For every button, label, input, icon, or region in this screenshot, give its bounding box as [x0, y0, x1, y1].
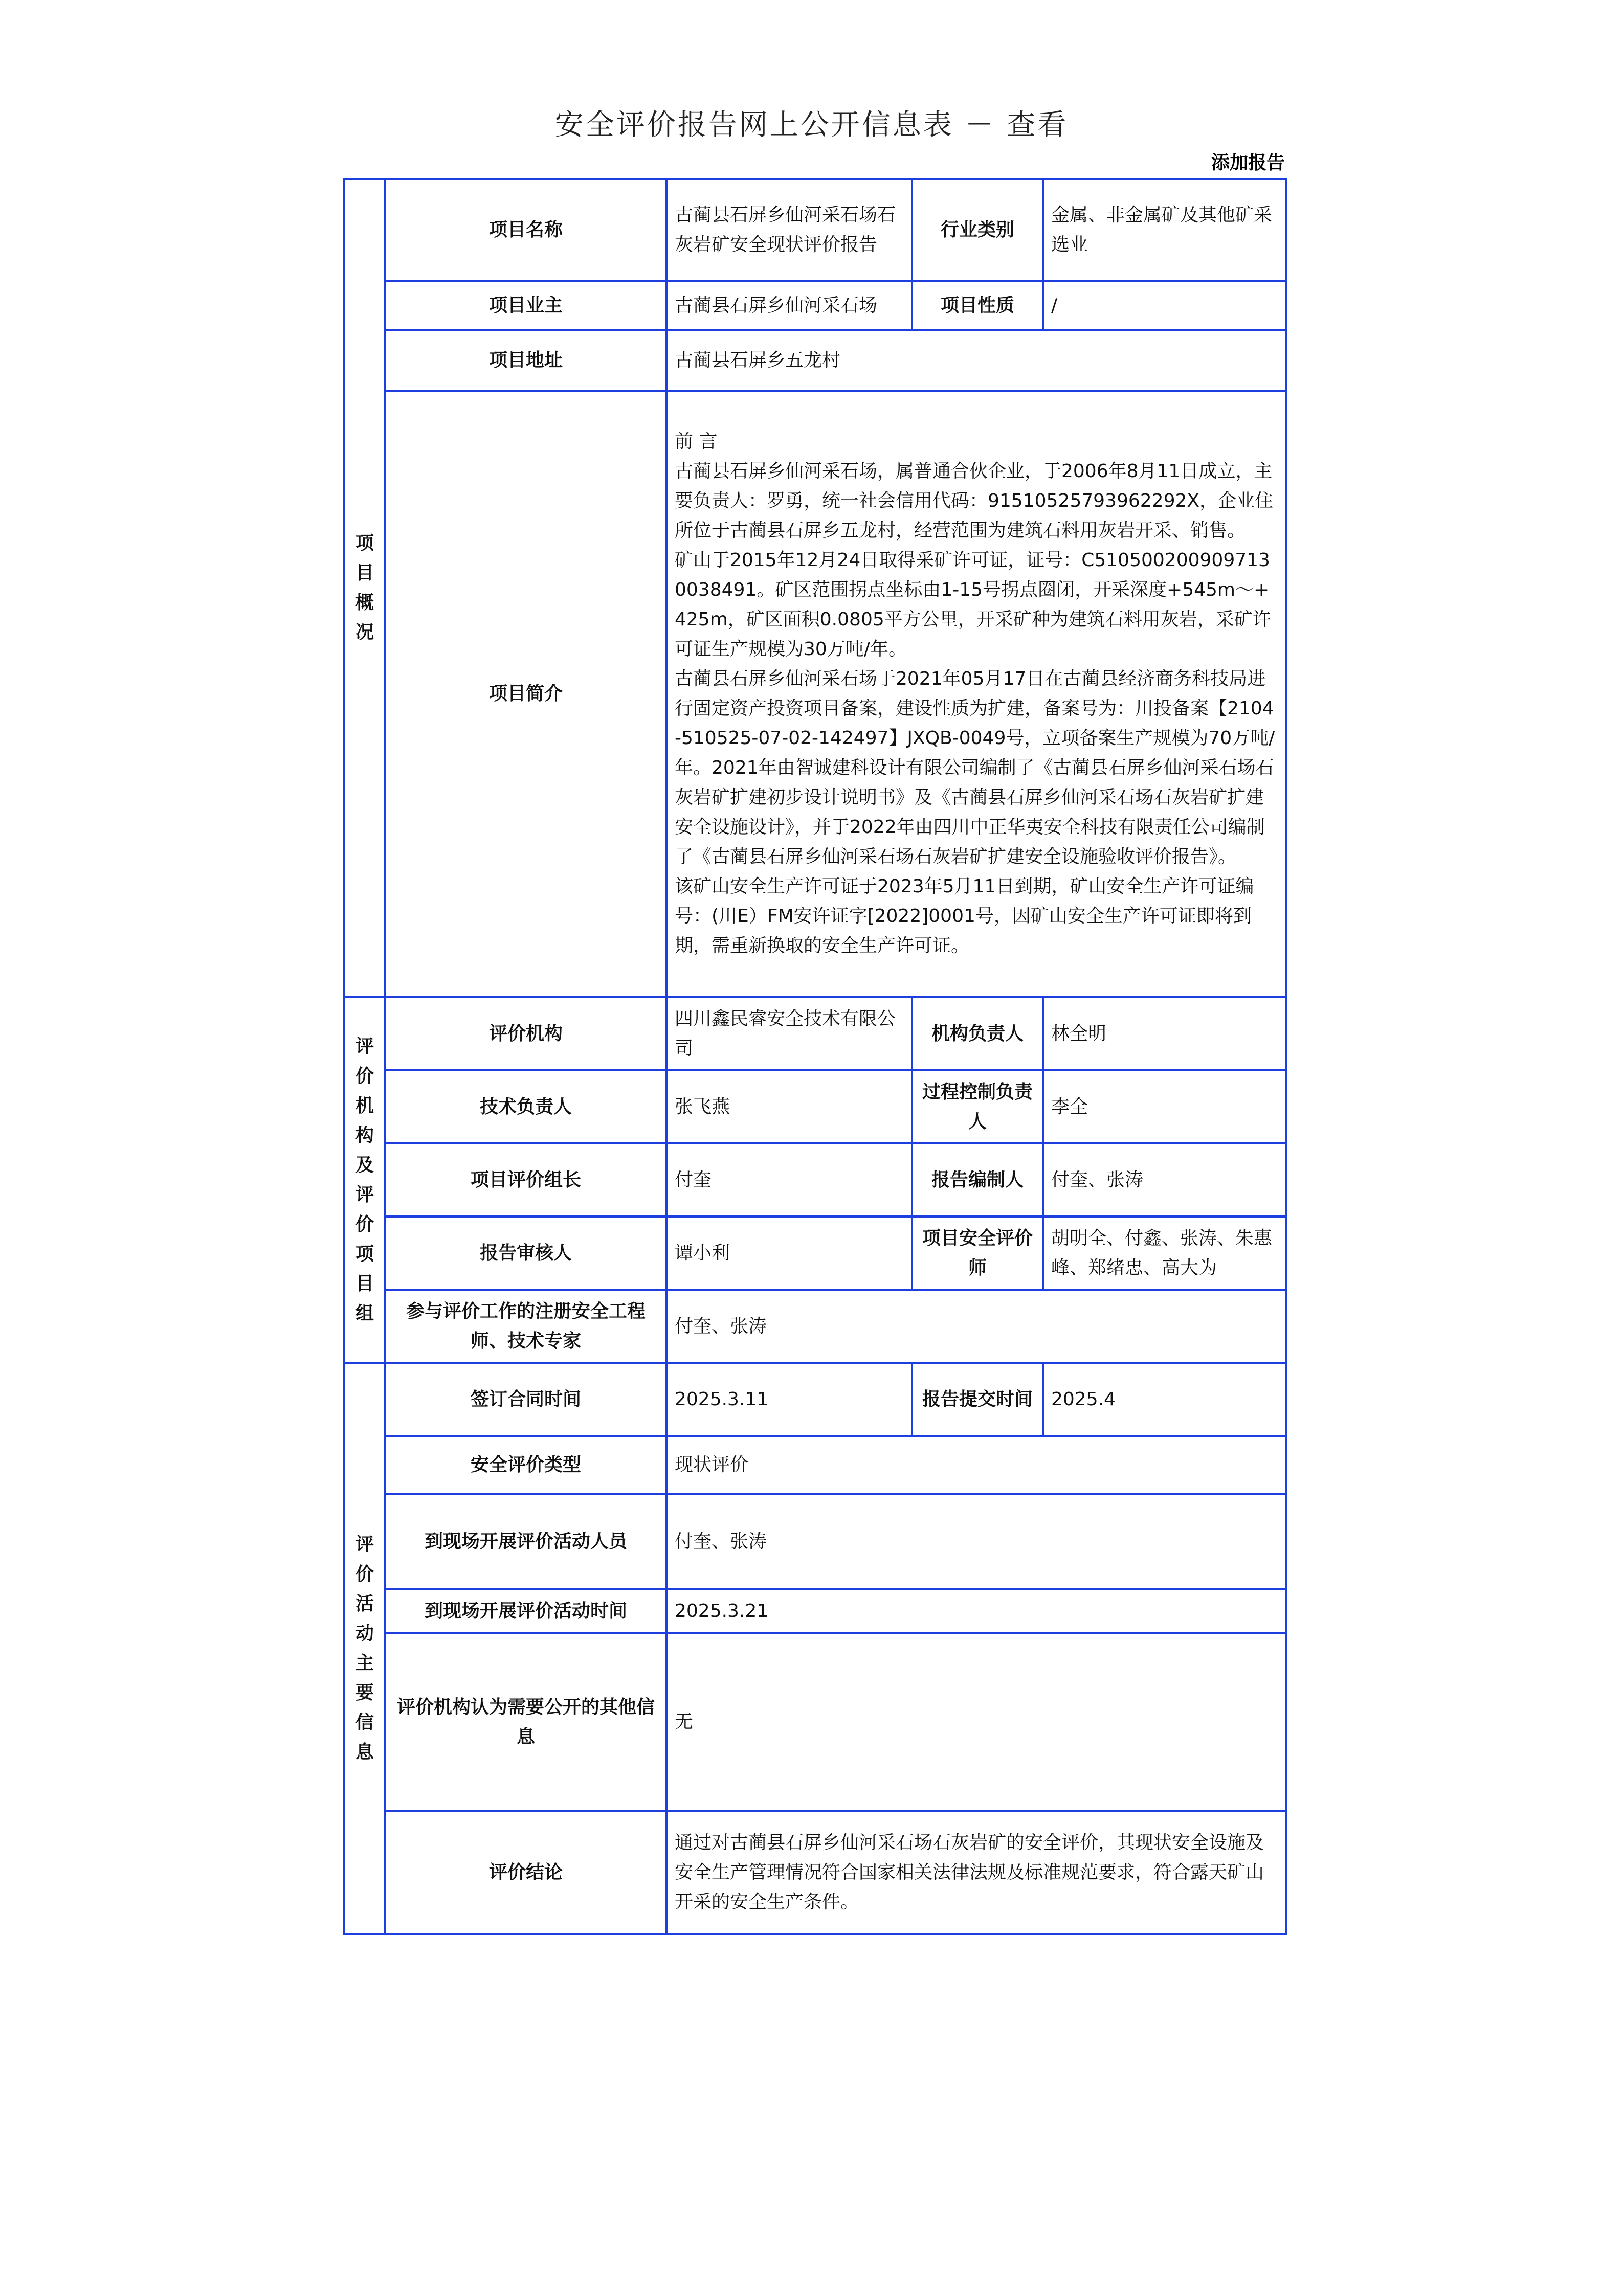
site-staff-value: 付奎、张涛: [666, 1494, 1286, 1589]
site-time-value: 2025.3.21: [666, 1589, 1286, 1633]
agency-value: 四川鑫民睿安全技术有限公司: [666, 997, 912, 1070]
conclusion-label: 评价结论: [385, 1811, 666, 1934]
report-reviewer-label: 报告审核人: [385, 1217, 666, 1290]
submit-date-label: 报告提交时间: [912, 1363, 1043, 1436]
team-leader-value: 付奎: [666, 1143, 912, 1217]
section-evaluation-org: 评 价 机 构 及 评 价 项 目 组: [344, 997, 385, 1363]
report-reviewer-value: 谭小利: [666, 1217, 912, 1290]
other-info-value: 无: [666, 1633, 1286, 1811]
report-writer-label: 报告编制人: [912, 1143, 1043, 1217]
project-address-label: 项目地址: [385, 330, 666, 391]
agency-head-value: 林全明: [1043, 997, 1286, 1070]
team-leader-label: 项目评价组长: [385, 1143, 666, 1217]
project-name-value: 古蔺县石屏乡仙河采石场石灰岩矿安全现状评价报告: [666, 179, 912, 281]
intro-paragraph: 古蔺县石屏乡仙河采石场于2021年05月17日在古蔺县经济商务科技局进行固定资产投资项目备案，建设性质为扩建，备案号为：川投备案【2104-510525-07-02-142497】JXQB-0049号，立项备案生产规模为70万吨/年。2021年由智诚建科设计有限公司编制了《古蔺县石屏乡仙河采石场石灰岩矿扩建初步设计说明书》及《古蔺县石屏乡仙河采石场石灰岩矿扩建安全设施设计》，并于2022年由四川中正华夷安全科技有限责任公司编制了《古蔺县石屏乡仙河采石场石灰岩矿扩建安全设施验收评价报告》。: [675, 668, 1275, 867]
process-lead-label: 过程控制负责人: [912, 1070, 1043, 1143]
intro-paragraph: 前 言: [675, 431, 718, 452]
safety-assessors-label: 项目安全评价师: [912, 1217, 1043, 1290]
section-project-overview: 项 目 概 况: [344, 179, 385, 997]
agency-label: 评价机构: [385, 997, 666, 1070]
project-owner-value: 古蔺县石屏乡仙河采石场: [666, 281, 912, 330]
process-lead-value: 李全: [1043, 1070, 1286, 1143]
evaluation-type-label: 安全评价类型: [385, 1436, 666, 1494]
intro-paragraph: 古蔺县石屏乡仙河采石场，属普通合伙企业，于2006年8月11日成立，主要负责人：罗勇，统一社会信用代码：91510525793962292X，企业住所位于古蔺县石屏乡五龙村，经营范围为建筑石料用灰岩开采、销售。: [675, 461, 1274, 541]
project-address-value: 古蔺县石屏乡五龙村: [666, 330, 1286, 391]
evaluation-type-value: 现状评价: [666, 1436, 1286, 1494]
project-owner-label: 项目业主: [385, 281, 666, 330]
add-report-link[interactable]: 添加报告: [1211, 152, 1285, 173]
agency-head-label: 机构负责人: [912, 997, 1043, 1070]
intro-paragraph: 该矿山安全生产许可证于2023年5月11日到期，矿山安全生产许可证编号：(川E）FM安许证字[2022]0001号，因矿山安全生产许可证即将到期，需重新换取的安全生产许可证。: [675, 876, 1254, 956]
safety-assessors-value: 胡明全、付鑫、张涛、朱惠峰、郑绪忠、高大为: [1043, 1217, 1286, 1290]
contract-date-value: 2025.3.11: [666, 1363, 912, 1436]
section-evaluation-activity: 评 价 活 动 主 要 信 息: [344, 1363, 385, 1934]
project-nature-value: /: [1043, 281, 1286, 330]
site-staff-label: 到现场开展评价活动人员: [385, 1494, 666, 1589]
project-intro-label: 项目简介: [385, 391, 666, 997]
conclusion-value: 通过对古蔺县石屏乡仙河采石场石灰岩矿的安全评价，其现状安全设施及安全生产管理情况符合国家相关法律法规及标准规范要求，符合露天矿山开采的安全生产条件。: [666, 1811, 1286, 1934]
report-writer-value: 付奎、张涛: [1043, 1143, 1286, 1217]
other-info-label: 评价机构认为需要公开的其他信息: [385, 1633, 666, 1811]
engineers-value: 付奎、张涛: [666, 1290, 1286, 1363]
intro-paragraph: 矿山于2015年12月24日取得采矿许可证，证号：C5105002009097130038491。矿区范围拐点坐标由1-15号拐点圈闭，开采深度+545m～+425m，矿区面积0.0805平方公里，开采矿种为建筑石料用灰岩，采矿许可证生产规模为30万吨/年。: [675, 550, 1271, 660]
industry-label: 行业类别: [912, 179, 1043, 281]
page-title: 安全评价报告网上公开信息表 － 查看: [554, 108, 1069, 142]
engineers-label: 参与评价工作的注册安全工程师、技术专家: [385, 1290, 666, 1363]
project-intro-value: [666, 391, 1286, 997]
report-info-table: [343, 178, 1287, 1935]
tech-lead-label: 技术负责人: [385, 1070, 666, 1143]
tech-lead-value: 张飞燕: [666, 1070, 912, 1143]
industry-value: 金属、非金属矿及其他矿采选业: [1043, 179, 1286, 281]
contract-date-label: 签订合同时间: [385, 1363, 666, 1436]
project-nature-label: 项目性质: [912, 281, 1043, 330]
project-name-label: 项目名称: [385, 179, 666, 281]
submit-date-value: 2025.4: [1043, 1363, 1286, 1436]
site-time-label: 到现场开展评价活动时间: [385, 1589, 666, 1633]
